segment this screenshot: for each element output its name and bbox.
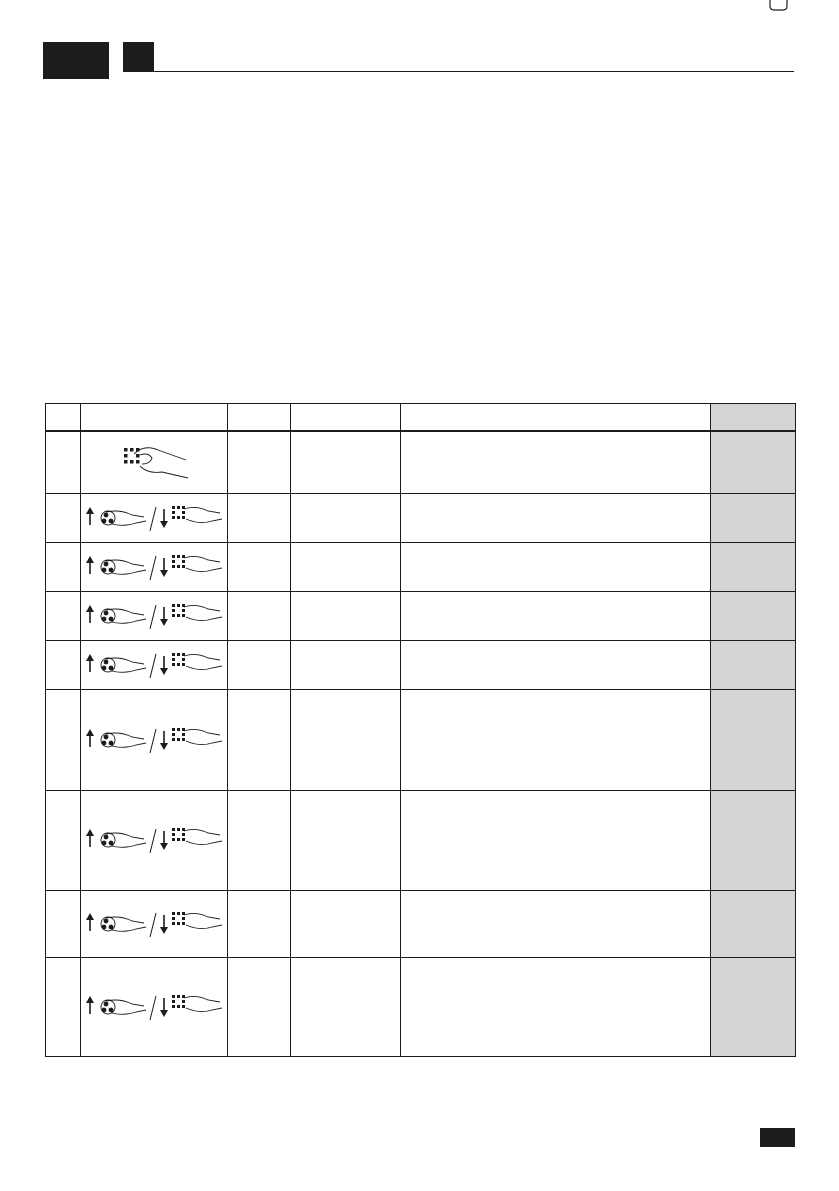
fan-button-up-icon: [84, 916, 224, 930]
row-description: [401, 957, 711, 1056]
page-number-badge: [760, 1128, 795, 1147]
fan-button-up-icon: [84, 608, 224, 622]
row-name: [291, 957, 401, 1056]
row-code: [228, 890, 291, 957]
row-number: [46, 542, 81, 591]
row-description: [401, 689, 711, 790]
row-number: [46, 790, 81, 890]
fan-button-up-icon: [84, 832, 224, 846]
table-header-row: [46, 404, 796, 432]
row-number: [46, 890, 81, 957]
section-badge: [123, 42, 154, 72]
row-operation: [81, 431, 228, 493]
row-code: [228, 431, 291, 493]
row-note: [711, 790, 796, 890]
row-name: [291, 431, 401, 493]
row-note: [711, 431, 796, 493]
row-code: [228, 542, 291, 591]
row-operation: [81, 957, 228, 1056]
row-operation: [81, 790, 228, 890]
row-note: [711, 542, 796, 591]
row-description: [401, 790, 711, 890]
row-code: [228, 640, 291, 689]
row-number: [46, 591, 81, 640]
header-note: [711, 404, 796, 432]
row-code: [228, 591, 291, 640]
page-crop-mark: [0, 0, 839, 12]
row-number: [46, 689, 81, 790]
header-operation: [81, 404, 228, 432]
header-description: [401, 404, 711, 432]
row-note: [711, 640, 796, 689]
row-operation: [81, 493, 228, 542]
row-name: [291, 542, 401, 591]
grid-button-press-icon: [118, 454, 190, 468]
row-description: [401, 493, 711, 542]
row-code: [228, 689, 291, 790]
row-operation: [81, 542, 228, 591]
table-row: [46, 431, 796, 493]
fan-button-up-icon: [84, 510, 224, 524]
fan-button-up-icon: [84, 999, 224, 1013]
row-name: [291, 493, 401, 542]
table-row: [46, 542, 796, 591]
row-note: [711, 591, 796, 640]
header-rule: [154, 71, 794, 72]
fan-button-up-icon: [84, 559, 224, 573]
header-code: [228, 404, 291, 432]
fan-button-up-icon: [84, 732, 224, 746]
row-description: [401, 431, 711, 493]
row-code: [228, 790, 291, 890]
row-description: [401, 640, 711, 689]
row-note: [711, 689, 796, 790]
row-name: [291, 591, 401, 640]
fan-button-up-icon: [84, 657, 224, 671]
row-name: [291, 790, 401, 890]
table-row: [46, 689, 796, 790]
row-number: [46, 957, 81, 1056]
row-number: [46, 640, 81, 689]
table-row: [46, 790, 796, 890]
table-row: [46, 640, 796, 689]
chapter-badge: [43, 42, 109, 79]
table-row: [46, 493, 796, 542]
steps-table: [45, 403, 796, 1057]
row-description: [401, 890, 711, 957]
row-operation: [81, 890, 228, 957]
row-name: [291, 640, 401, 689]
row-operation: [81, 591, 228, 640]
header-number: [46, 404, 81, 432]
row-code: [228, 957, 291, 1056]
row-name: [291, 890, 401, 957]
row-note: [711, 890, 796, 957]
row-description: [401, 542, 711, 591]
table-row: [46, 591, 796, 640]
table-row: [46, 957, 796, 1056]
header-name: [291, 404, 401, 432]
row-description: [401, 591, 711, 640]
row-operation: [81, 689, 228, 790]
row-operation: [81, 640, 228, 689]
row-code: [228, 493, 291, 542]
table-row: [46, 890, 796, 957]
row-note: [711, 493, 796, 542]
row-name: [291, 689, 401, 790]
row-number: [46, 493, 81, 542]
row-number: [46, 431, 81, 493]
row-note: [711, 957, 796, 1056]
